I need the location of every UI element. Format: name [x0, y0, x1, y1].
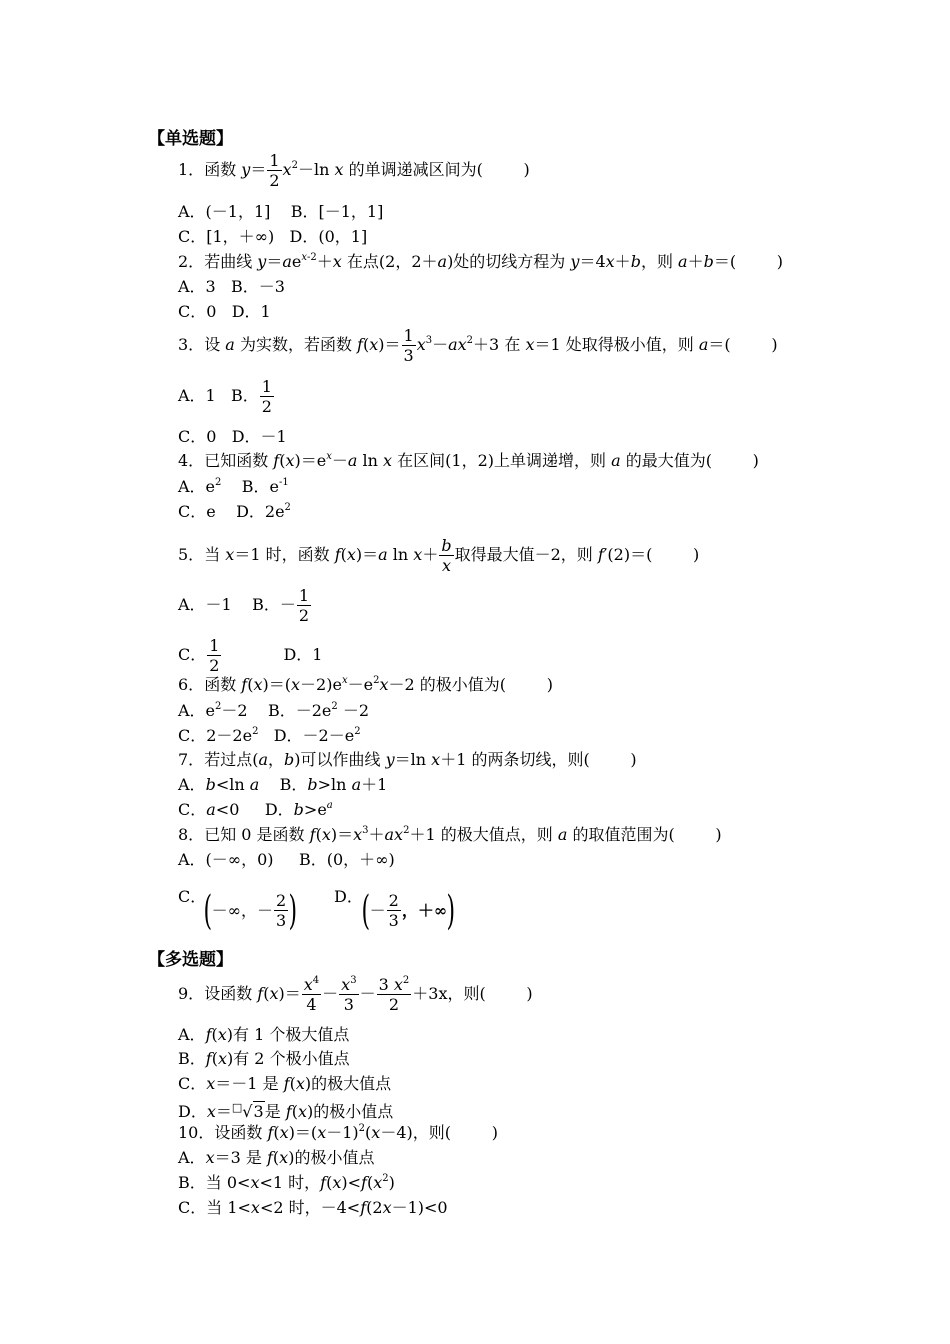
- q9-option-d: D．x＝□√3是 f(x)的极小值点: [178, 1101, 394, 1121]
- q4-options-cd: C．e D．$2e^2$: [178, 502, 291, 521]
- q8-option-c-interval: (－∞，－ $\frac{2}{3}$ ): [203, 887, 298, 934]
- section-multiple-choice: 【多选题】: [148, 950, 233, 970]
- q9-option-a: A．f(x)有 1 个极大值点: [178, 1025, 350, 1044]
- question-9: 9．设函数 f(x)＝ $\frac{x^4}{4}$ － $\frac{x^3}{3}$ － $\frac{3 x^2}{2}$ ＋3x，则( ): [178, 975, 533, 1014]
- q10-option-b: B．当 0<x<1 时，$f(x)<f(x^2)$: [178, 1173, 395, 1192]
- question-8: 8．已知 0 是函数 $f(x)=x^3+ax^2+1$ 的极大值点，则 a 的取值范围为( ): [178, 825, 722, 844]
- q9-option-b: B．f(x)有 2 个极小值点: [178, 1049, 350, 1068]
- fraction: $\frac{3 x^2}{2}$: [378, 975, 410, 1014]
- question-2: 2．若曲线 $y=ae^{x-2}+x$ 在点(2，2＋a)处的切线方程为 y＝4x＋b，则 a＋b＝( ): [178, 252, 784, 271]
- q2-options-cd: C．0 D．1: [178, 302, 271, 321]
- q6-options-ab: A．$e^2-2$ B．$-2e^2 -2$: [178, 701, 370, 720]
- q8-option-d: D．: [334, 887, 363, 906]
- q1-options-cd: C．[1，＋∞) D．(0，1]: [178, 227, 368, 246]
- question-1: 1．函数 y＝ $\frac{1}{2}$ $x^2-\ln$ x 的单调递减区间为( ): [178, 151, 530, 190]
- question-4: 4．已知函数 $f(x)=e^x-a$ ln x 在区间(1，2)上单调递增，则 a 的最大值为( ): [178, 451, 759, 470]
- question-3: 3．设 a 为实数，若函数 f(x)＝ $\frac{1}{3}$ $x^3-ax^2+3$ 在 x＝1 处取得极小值，则 a＝( ): [178, 326, 778, 365]
- question-5: 5．当 x＝1 时，函数 f(x)＝a ln x＋ $\frac{b}{x}$ 取得最大值－2，则 f′(2)＝( ): [178, 536, 700, 575]
- fraction: $\frac{1}{2}$: [209, 636, 220, 675]
- fraction: $\frac{1}{2}$: [261, 377, 272, 416]
- fraction: $\frac{2}{3}$: [388, 891, 399, 930]
- q10-option-a: A．x＝3 是 f(x)的极小值点: [178, 1148, 375, 1167]
- q8-option-d-interval: (－ $\frac{2}{3}$ ，＋∞): [361, 887, 456, 934]
- question-7: 7．若过点(a，b)可以作曲线 y＝ln x＋1 的两条切线，则( ): [178, 750, 637, 769]
- fraction: $\frac{x^4}{4}$: [303, 975, 320, 1014]
- q6-options-cd: C．$2-2e^2$ D．$-2-e^2$: [178, 726, 361, 745]
- q3-options-cd: C．0 D．－1: [178, 427, 287, 446]
- q3-options-ab: A．1 B． $\frac{1}{2}$: [178, 377, 272, 416]
- q2-options-ab: A．3 B．－3: [178, 277, 285, 296]
- question-6: 6．函数 $f(x)=(x-2)e^x-e^2x-2$ 的极小值为( ): [178, 675, 553, 694]
- q10-option-c: C．当 1<x<2 时，－4<f(2x－1)<0: [178, 1198, 448, 1217]
- q9-option-c: C．x＝－1 是 f(x)的极大值点: [178, 1074, 392, 1093]
- question-10: 10．设函数 $f(x)=(x-1)^2(x-4)$，则( ): [178, 1123, 498, 1142]
- fraction: $\frac{x^3}{3}$: [341, 975, 357, 1014]
- fraction: $\frac{2}{3}$: [275, 891, 287, 930]
- q5-options-cd: C． $\frac{1}{2}$ D．1: [178, 636, 323, 675]
- fraction: $\frac{1}{2}$: [298, 586, 310, 625]
- q8-options-ab: A．(－∞，0) B．(0，＋∞): [178, 850, 395, 869]
- q7-options-ab: A．b<ln a B．b>ln a＋1: [178, 775, 388, 794]
- q4-options-ab: A．$e^2$ B．$e^{-1}$: [178, 477, 289, 496]
- q7-options-cd: C．a<0 D．$b>e^a$: [178, 800, 333, 819]
- fraction: $\frac{1}{3}$: [403, 326, 414, 365]
- section-single-choice: 【单选题】: [148, 129, 233, 149]
- q5-options-ab: A．－1 B．－ $\frac{1}{2}$: [178, 586, 310, 625]
- q8-option-c: C．: [178, 887, 207, 906]
- q1-options-ab: A．(－1，1] B．[－1，1]: [178, 202, 384, 221]
- fraction: $\frac{1}{2}$: [269, 151, 280, 190]
- fraction: $\frac{b}{x}$: [441, 536, 452, 575]
